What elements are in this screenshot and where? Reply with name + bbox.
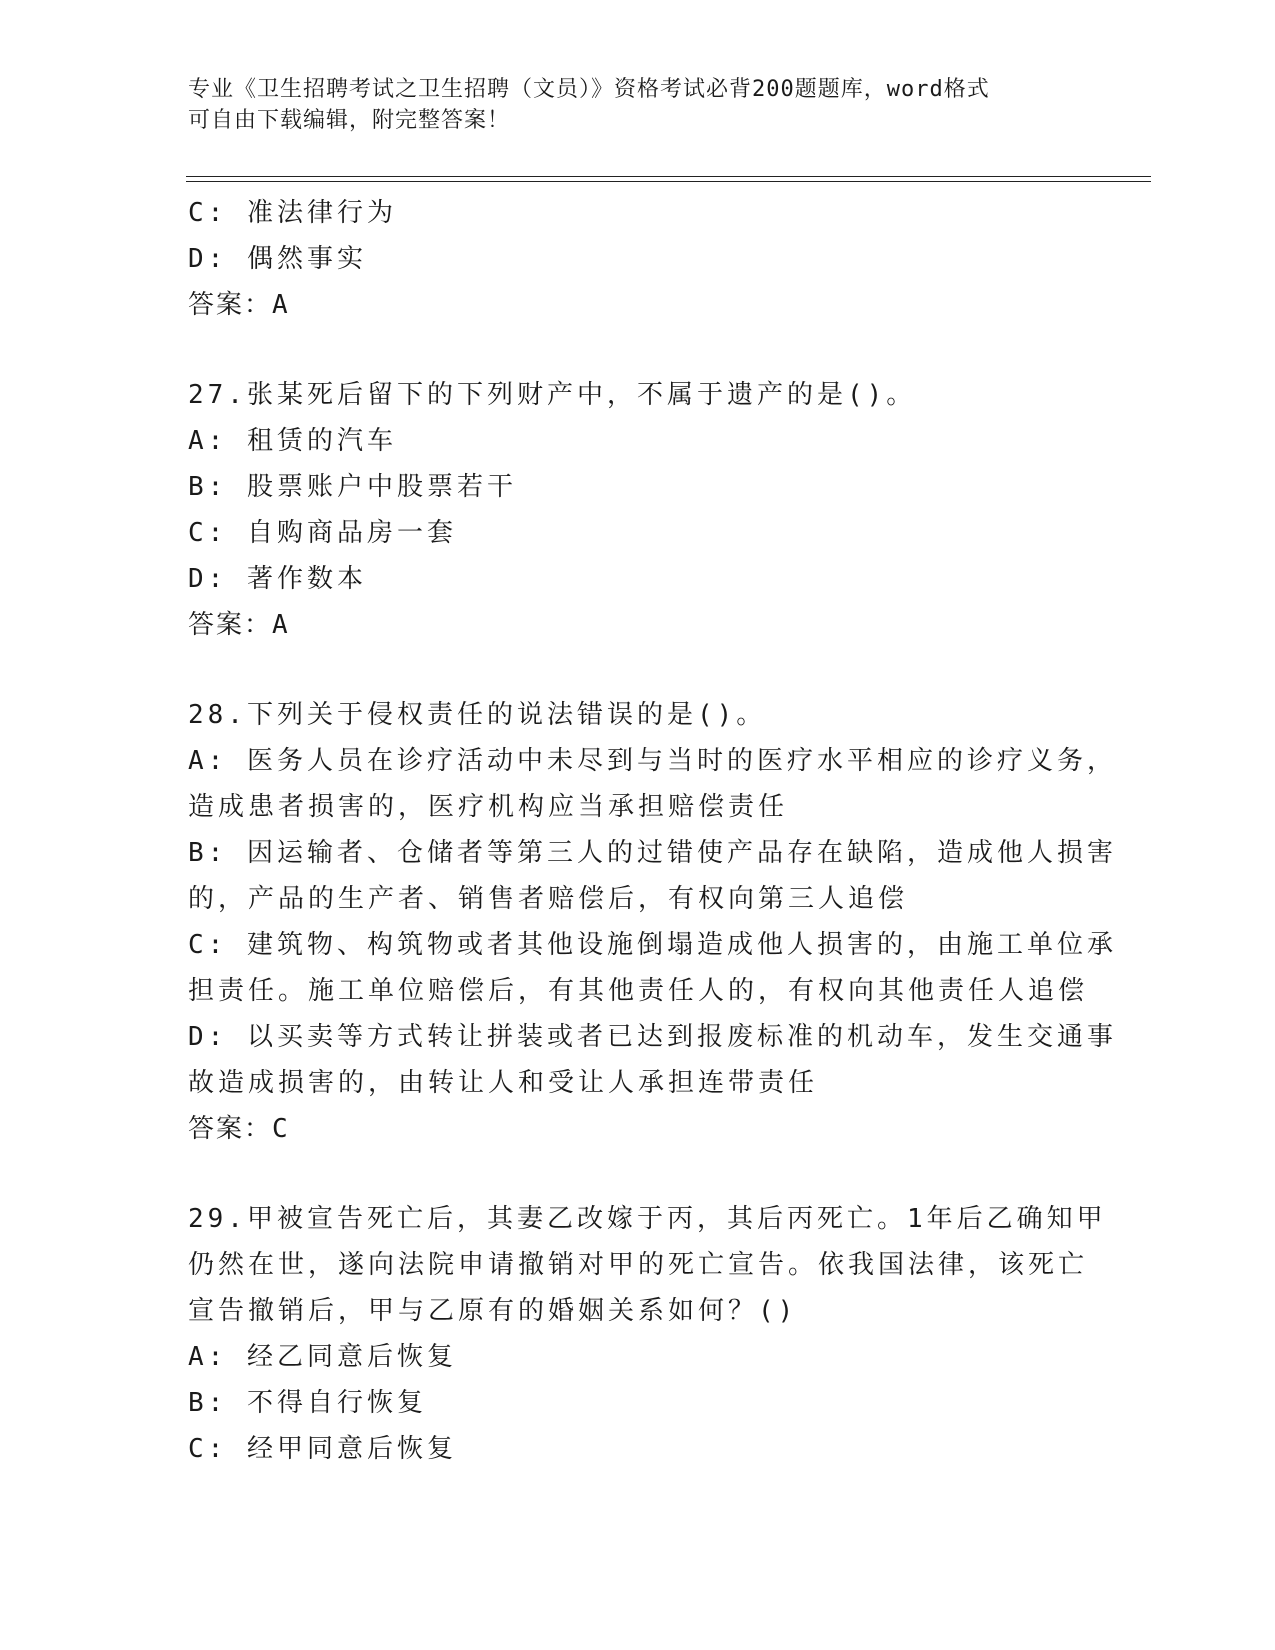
option-c: C: 自购商品房一套 [188,518,457,548]
question-text: 27.张某死后留下的下列财产中，不属于遗产的是()。 [188,380,917,410]
option-c: C: 经甲同意后恢复 [188,1434,457,1464]
option-b-line-2: 的，产品的生产者、销售者赔偿后，有权向第三人追偿 [188,884,909,914]
document-header [188,74,1068,136]
header-rule-top [186,176,1151,177]
question-text: 28.下列关于侵权责任的说法错误的是()。 [188,700,767,730]
option-d: D: 偶然事实 [188,244,367,274]
spacer [188,1152,1078,1196]
option-a: A: 租赁的汽车 [188,426,397,456]
option-b-line-1: B: 因运输者、仓储者等第三人的过错使产品存在缺陷，造成他人损害 [188,838,1117,868]
question-29 [188,1196,1107,1472]
option-c-line-2: 担责任。施工单位赔偿后，有其他责任人的，有权向其他责任人追偿 [188,976,1089,1006]
option-a-line-1: A: 医务人员在诊疗活动中未尽到与当时的医疗水平相应的诊疗义务， [188,746,1117,776]
option-d-line-2: 故造成损害的，由转让人和受让人承担连带责任 [188,1068,819,1098]
question-list [188,190,1117,1472]
answer: 答案：A [188,290,290,320]
spacer [188,648,1078,692]
question-26 [188,190,1078,328]
header-line-2: 可自由下载编辑，附完整答案！ [188,108,511,133]
question-27 [188,372,1078,648]
option-c: C: 准法律行为 [188,198,397,228]
option-a-line-2: 造成患者损害的，医疗机构应当承担赔偿责任 [188,792,789,822]
option-d-line-1: D: 以买卖等方式转让拼装或者已达到报废标准的机动车，发生交通事 [188,1022,1117,1052]
option-a: A: 经乙同意后恢复 [188,1342,457,1372]
header-line-1: 专业《卫生招聘考试之卫生招聘（文员）》资格考试必背200题题库，word格式 [188,77,990,102]
answer: 答案：C [188,1114,290,1144]
answer: 答案：A [188,610,290,640]
option-b: B: 股票账户中股票若干 [188,472,517,502]
option-c-line-1: C: 建筑物、构筑物或者其他设施倒塌造成他人损害的，由施工单位承 [188,930,1117,960]
header-rule-bottom [186,181,1151,182]
question-text-line-1: 29.甲被宣告死亡后，其妻乙改嫁于丙，其后丙死亡。1年后乙确知甲 [188,1204,1107,1234]
question-text-line-2: 仍然在世，遂向法院申请撤销对甲的死亡宣告。依我国法律，该死亡 [188,1250,1089,1280]
question-text-line-3: 宣告撤销后，甲与乙原有的婚姻关系如何？() [188,1296,798,1326]
spacer [188,328,1078,372]
option-d: D: 著作数本 [188,564,367,594]
option-b: B: 不得自行恢复 [188,1388,427,1418]
question-28 [188,692,1117,1152]
